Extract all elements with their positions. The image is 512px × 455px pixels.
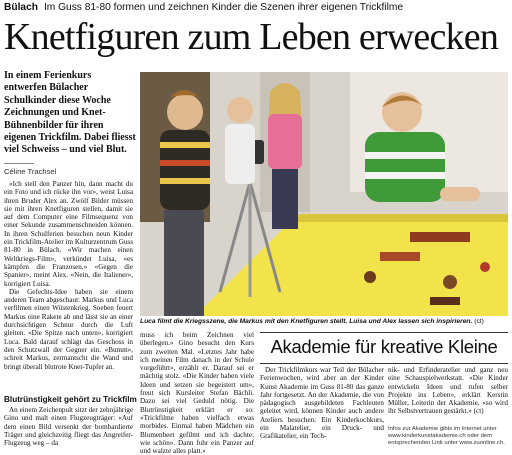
body-paragraph: «Ich stell den Panzer hin, dann macht du ein Foto und ich rücke ihn vor», weist Luisa ihren Bruder Alex an. Zwölf Bilder müssen sie mit ihren Knetfiguren stellen, damit sie auf dem Computer eine Filmsequenz von einer Sekunde zusammenschneiden können. In ihren Schulferien besuchen neun Kinder ein Trickfilm-Atelier im Kulturzentrum Guss 81-80 in Bülach. «Wir machen einen Weltkriegs-Film», verkündet Luisa, «es kämpfen die Franzosen.» «Gegen die Spanier», meint Alex. «Nein, die Italiener», korrigiert Luisa. — [4, 180, 133, 288]
lead-paragraph: In einem Ferienkurs entwerfen Bülacher Schulkinder diese Woche Zeichnungen und Knet-Bühnenbilder für ihren eigenen Trickfilm. Dabei fliesst viel Schweiss – und viel Blut. — [4, 70, 136, 156]
body-paragraph: muss ich beim Zeichnen viel überlegen.» Gino besucht den Kurs zum zweiten Mal. «Letztes Jahr habe ich meinen Film danach in der Schule vorgeführt», erzählt er. Darauf sei er mächtig stolz. «Die Kinder haben viele Ideen und setzen sie begeistert um», freut sich Kursleiter Stefan Bächli. Dazu sei viel Geduld nötig. Die Blutrünstigkeit erklärt er so: «Trickfilme haben vielfach etwas morbides. Einmal haben Mädchen ein Blumenbeet gefilmt und ich dachte: wie schön». Dann fuhr ein Panzer auf und walzte alles platt.» — [140, 331, 254, 455]
caption-text: Luca filmt die Kriegsszene, die Markus mit den Knetfiguren stellt. Luisa und Alex lassen sich inspirieren. — [140, 318, 473, 325]
info-box-title: Akademie für kreative Kleine — [270, 336, 498, 357]
headline: Knetfiguren zum Leben erwecken — [4, 16, 499, 58]
caption-credit: (ct) — [474, 318, 484, 325]
body-paragraph: Die Gefechts-Idee haben sie einem anderen Team abgeschaut: Markus und Luca verfilmen einen Wüstenkrieg. Soeben feuert Markus eine Rakete ab und lässt sie an einer durchsichtigen Schnur durch die Luft gleiten. «Die Spitze nach unten», korrigiert Luca. Bald darauf schlägt das Geschoss in den Schutzwall der Gegner ein. «Bumm», schreit Markus, zermantscht die Wand und bringt überall blutrote Knet-Tupfer an. — [4, 287, 133, 371]
author-rule — [4, 163, 34, 164]
body-column-2 — [140, 331, 254, 455]
body-paragraph: nik- und Erfinderatelier und ganz neu eine Schauspielwerkstatt. «Die Kinder entwickeln Ideen und rufen selber Projekte ins Leben», erklärt Kerstin Müller, Leiterin der Akademie, «so wird ihr Selbstvertrauen gestärkt.» (ct) — [388, 366, 508, 416]
body-paragraph: Der Trickfilmkurs war Teil der Bülacher Ferienwochen, wird aber an der Kinder Kunst Akademie im Guss 81-80 das ganze Jahr fortgesetzt. An der Akademie, die von pädagogisch ausgebildeten Fachleuten geleitet wird, können Kinder auch andere Ateliers besuchen: Ein Kinderkochkurs, ein Malatelier, ein Druck- und Grafikatelier, ein Tech- — [260, 366, 384, 441]
info-box-column-1 — [260, 366, 384, 441]
body-column-1b — [4, 406, 133, 447]
photo-caption — [140, 318, 508, 325]
subheading: Blutrünstigkeit gehört zu Trickfilm — [4, 395, 137, 404]
body-paragraph: An einem Zeichenpult sitzt der zehnjährige Gino und malt einen Flugzeugträger: «Auf dem einen Bild versenkt der bombardierte Träger und gleichzeitig fliegt das Angreifer-Flugzeug weg – da — [4, 406, 133, 448]
article-photo — [140, 72, 508, 316]
kicker-place: Bülach — [4, 2, 38, 13]
kids-animation-photo — [140, 72, 508, 316]
body-column-1 — [4, 180, 133, 371]
info-note: Infos zur Akademie gibts im Internet unter www.kinderkunstakademie.ch oder dem entsprechenden Link unter www.zuonline.ch. — [388, 426, 505, 446]
info-box-header — [260, 332, 508, 364]
kicker-line — [4, 2, 403, 13]
author-byline: Céline Trachsel — [4, 167, 57, 176]
info-box-column-2 — [388, 366, 508, 416]
kicker-topic: Im Guss 81-80 formen und zeichnen Kinder die Szenen ihrer eigenen Trickfilme — [43, 2, 403, 13]
